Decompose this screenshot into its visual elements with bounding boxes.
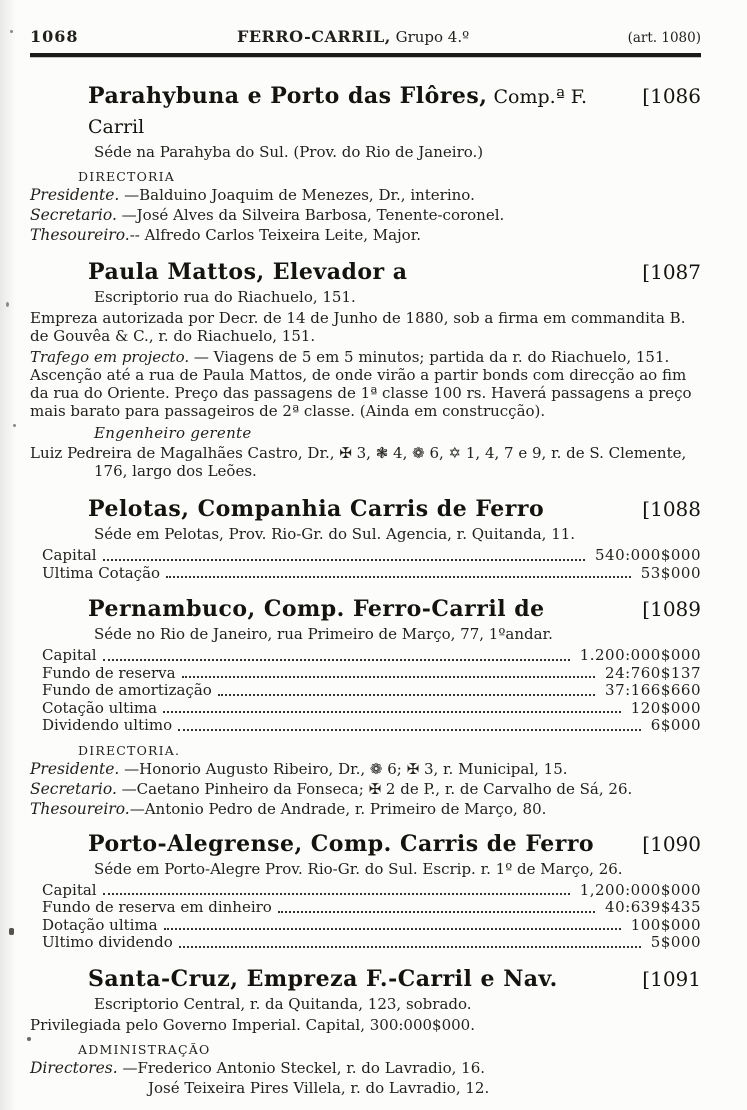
header-title: [237, 26, 469, 48]
scan-speck: [9, 928, 14, 935]
row-value: 40:639$435: [605, 898, 701, 916]
officer-text: —Antonio Pedro de Andrade, r. Primeiro de Março, 80.: [129, 799, 547, 818]
sede-line: Séde no Rio de Janeiro, rua Primeiro de Março, 77, 1ºandar.: [94, 625, 553, 643]
page-number: 1068: [30, 27, 79, 46]
financial-row: [30, 665, 701, 683]
paragraph-rest: — Viagens de 5 em 5 minutos; partida da r. do Riachuelo, 151. Ascenção até a rua de Paula Mattos, de onde virão a partir bonds com direcção ao fim da rua do Oriente. Preço das passagens de 1ª classe 100 rs. Haverá passagens a preço mais barato para passageiros de 2ª classe. (Ainda em construcção).: [30, 348, 692, 420]
row-value: 120$000: [630, 698, 701, 717]
paragraph: Empreza autorizada por Decr. de 14 de Junho de 1880, sob a firma em commandita B. de Gouvêa & C., r. do Riachuelo, 151.: [30, 309, 686, 345]
entry-ref: [1088: [642, 497, 701, 521]
header-rule: [30, 53, 701, 57]
financial-row: [30, 682, 701, 700]
entry-heading: [30, 594, 701, 623]
header-title-rest: Grupo 4.º: [390, 28, 470, 46]
header-article-ref: (art. 1080): [627, 30, 701, 46]
entry-paula-mattos: [30, 257, 701, 480]
director-text: —Frederico Antonio Steckel, r. do Lavradio, 16.: [117, 1058, 486, 1077]
leader-dots: [218, 694, 595, 696]
entry-ref: [1091: [642, 966, 701, 991]
entry-ref: [1086: [642, 84, 701, 108]
row-value: 1.200:000$000: [579, 646, 701, 664]
leader-dots: [182, 676, 595, 678]
leader-dots: [179, 946, 641, 948]
entry-ref: [1087: [642, 260, 701, 284]
row-value: 6$000: [650, 716, 701, 734]
leader-dots: [103, 659, 570, 661]
financial-row: [30, 565, 701, 583]
officer-role: Thesoureiro.: [30, 799, 130, 818]
entry-heading: [30, 81, 701, 141]
financial-row: [30, 700, 701, 718]
entry-heading: [30, 257, 701, 286]
financial-rows: [30, 647, 701, 735]
entry-title: [88, 829, 594, 858]
officer-role: Presidente.: [30, 759, 120, 778]
financial-row: [30, 647, 701, 665]
paragraph-lead: Trafego em projecto.: [30, 348, 190, 366]
section-label: DIRECTORIA: [78, 169, 176, 184]
entry-santa-cruz: [30, 964, 701, 1098]
officer-role: Thesoureiro.: [30, 226, 130, 244]
privilege-line: Privilegiada pelo Governo Imperial. Capital, 300:000$000.: [30, 1015, 475, 1034]
financial-row: [30, 934, 701, 952]
entry-title-bold: Paula Mattos, Elevador a: [88, 259, 408, 285]
paragraph: [30, 348, 701, 420]
officer-role: Secretario.: [30, 779, 117, 798]
row-label: Capital: [42, 546, 97, 564]
row-label: Cotação ultima: [42, 698, 158, 717]
row-label: Ultimo dividendo: [42, 933, 173, 951]
entry-title: [88, 81, 642, 141]
entry-porto-alegrense: [30, 829, 701, 952]
section-label: ADMINISTRAÇÃO: [78, 1041, 211, 1057]
scan-speck: [6, 302, 9, 307]
row-value: 1,200:000$000: [579, 880, 701, 899]
officer-role: Secretario.: [30, 206, 117, 224]
entry-heading: [30, 829, 701, 858]
entry-heading: [30, 964, 701, 993]
financial-row: [30, 717, 701, 735]
officer-text: —José Alves da Silveira Barbosa, Tenente-coronel.: [116, 206, 505, 224]
entry-title-plain: Comp.ª F. Carril: [88, 86, 588, 138]
entry-title-bold: Parahybuna e Porto das Flôres,: [88, 83, 488, 109]
row-label: Capital: [42, 880, 97, 899]
leader-dots: [166, 576, 631, 578]
entry-title-bold: Porto-Alegrense, Comp. Carris de Ferro: [88, 830, 595, 857]
officer-row: [30, 185, 701, 205]
director-row: [30, 1078, 701, 1098]
director-text: José Teixeira Pires Villela, r. do Lavradio, 12.: [148, 1078, 490, 1097]
officer-text: -- Alfredo Carlos Teixeira Leite, Major.: [129, 226, 422, 244]
row-value: 24:760$137: [605, 663, 701, 682]
entry-title: [88, 594, 545, 623]
escriptorio-line: Escriptorio Central, r. da Quitanda, 123, sobrado.: [94, 994, 472, 1013]
entry-pelotas: [30, 494, 701, 582]
entry-pernambuco: [30, 594, 701, 819]
financial-row: [30, 547, 701, 565]
officer-text: —Honorio Augusto Ribeiro, Dr., ❁ 6; ✠ 3, r. Municipal, 15.: [119, 759, 568, 778]
row-label: Dividendo ultimo: [42, 716, 173, 734]
financial-row: [30, 882, 701, 900]
entry-ref: [1089: [642, 597, 701, 621]
entry-parahybuna: [30, 81, 701, 245]
officer-row: [30, 799, 701, 819]
row-label: Ultima Cotação: [42, 563, 161, 582]
row-value: 100$000: [630, 915, 701, 934]
engineer-line: Luiz Pedreira de Magalhães Castro, Dr., ✠ 3, ❃ 4, ❁ 6, ✡ 1, 4, 7 e 9, r. de S. Clemente, 176, largo dos Leões.: [30, 444, 687, 480]
leader-dots: [178, 729, 641, 731]
leader-dots: [163, 711, 621, 713]
section-label: Engenheiro gerente: [94, 424, 252, 442]
entry-title: [88, 494, 544, 523]
officer-row: [30, 759, 701, 779]
leader-dots: [278, 911, 595, 913]
officer-row: [30, 225, 701, 245]
row-label: Capital: [42, 646, 97, 664]
row-label: Fundo de reserva em dinheiro: [42, 898, 272, 916]
director-row: [30, 1058, 701, 1078]
sede-line: Séde em Porto-Alegre Prov. Rio-Gr. do Sul. Escrip. r. 1º de Março, 26.: [94, 859, 623, 878]
entry-title-bold: Pernambuco, Comp. Ferro-Carril de: [88, 596, 545, 622]
scan-speck: [10, 30, 13, 33]
financial-row: [30, 917, 701, 935]
row-value: 5$000: [650, 933, 701, 951]
row-label: Fundo de reserva: [42, 663, 176, 682]
officer-role: Presidente.: [30, 186, 120, 204]
sede-line: Séde na Parahyba do Sul. (Prov. do Rio de Janeiro.): [94, 143, 484, 161]
officer-text: —Balduino Joaquim de Menezes, Dr., interino.: [119, 186, 475, 204]
leader-dots: [164, 928, 621, 930]
row-value: 540:000$000: [595, 546, 701, 564]
scan-speck: [27, 1037, 31, 1041]
sede-line: Séde em Pelotas, Prov. Rio-Gr. do Sul. Agencia, r. Quitanda, 11.: [94, 525, 576, 543]
scan-speck: [13, 424, 16, 427]
entry-ref: [1090: [642, 831, 701, 856]
entry-title-bold: Santa-Cruz, Empreza F.-Carril e Nav.: [88, 965, 558, 992]
leader-dots: [103, 893, 570, 895]
escriptorio-line: Escriptorio rua do Riachuelo, 151.: [94, 288, 356, 306]
leader-dots: [103, 559, 585, 561]
row-value: 53$000: [640, 563, 701, 582]
entry-heading: [30, 494, 701, 523]
row-label: Fundo de amortização: [42, 681, 212, 699]
header-title-bold: FERRO-CARRIL,: [236, 27, 391, 46]
financial-row: [30, 899, 701, 917]
running-header: [30, 26, 701, 49]
entry-title: [88, 964, 558, 993]
officer-row: [30, 779, 701, 799]
row-value: 37:166$660: [605, 681, 701, 699]
director-role: Directores.: [30, 1058, 118, 1077]
section-label: DIRECTORIA.: [78, 742, 181, 758]
entry-title: [88, 257, 408, 286]
entry-title-bold: Pelotas, Companhia Carris de Ferro: [88, 496, 545, 522]
financial-rows: [30, 547, 701, 582]
financial-rows: [30, 882, 701, 952]
row-label: Dotação ultima: [42, 915, 158, 934]
officer-row: [30, 205, 701, 225]
officer-text: —Caetano Pinheiro da Fonseca; ✠ 2 de P., r. de Carvalho de Sá, 26.: [116, 779, 633, 798]
